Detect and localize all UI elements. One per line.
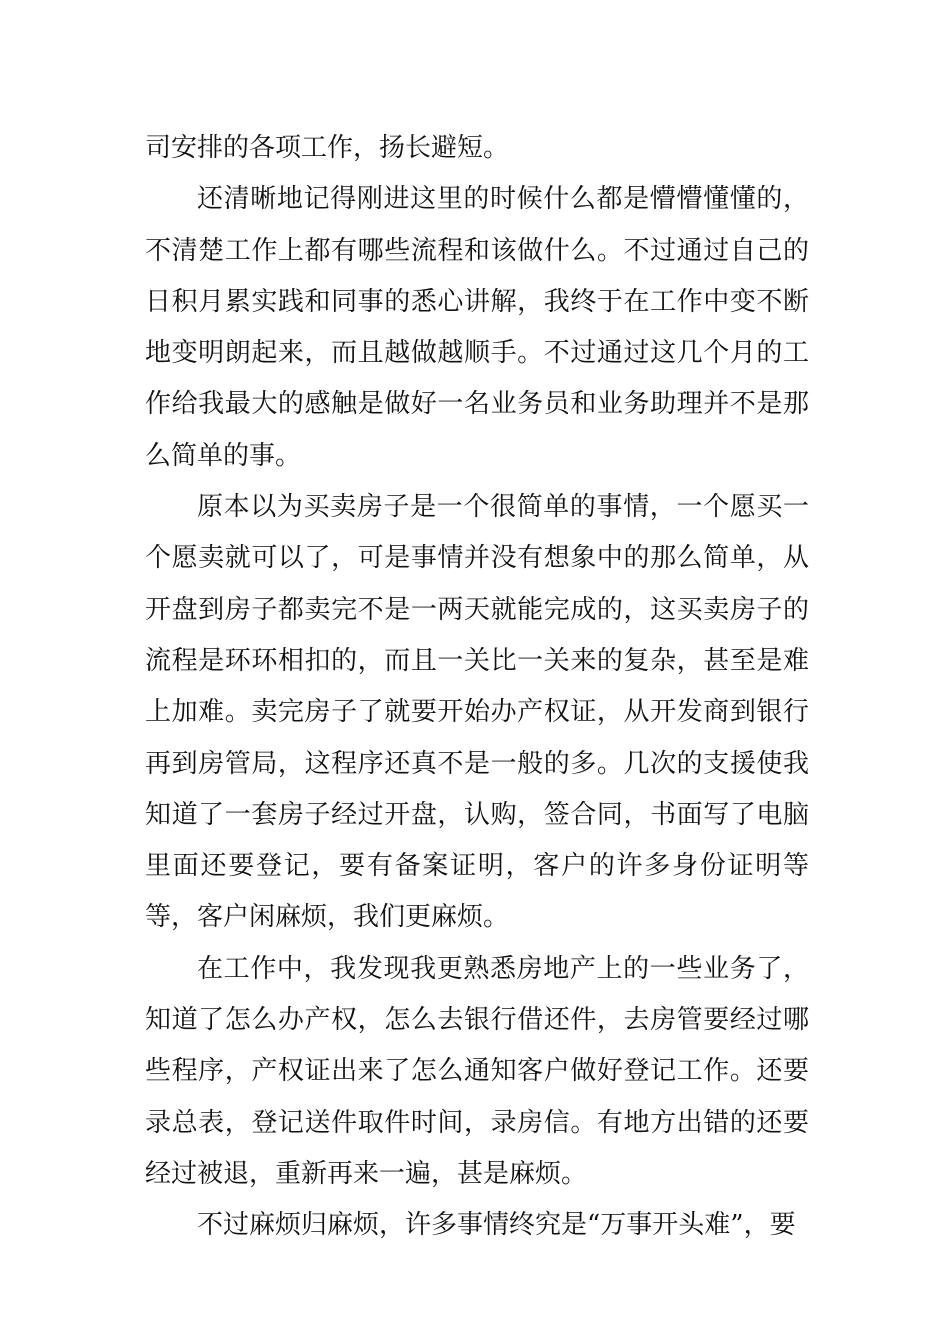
paragraph: 司安排的各项工作，扬长避短。 [145, 133, 510, 163]
paragraph: 在工作中，我发现我更熟悉房地产上的一些业务了，知道了怎么办产权，怎么去银行借还件，去房管要经过哪些程序，产权证出来了怎么通知客户做好登记工作。还要录总表，登记送件取件时间，录房信。有地方出错的还要经过被退，重新再来一遍，甚是麻烦。 [145, 953, 809, 1189]
paragraph: 不过麻烦归麻烦，许多事情终究是“万事开头难”，要 [197, 1210, 796, 1241]
paragraph: 原本以为买卖房子是一个很简单的事情，一个愿买一个愿卖就可以了，可是事情并没有想象中的那么简单，从开盘到房子都卖完不是一两天就能完成的，这买卖房子的流程是环环相扣的，而且一关比一关来的复杂，甚至是难上加难。卖完房子了就要开始办产权证，从开发商到银行再到房管局，这程序还真不是一般的多。几次的支援使我知道了一套房子经过开盘，认购，签合同，书面写了电脑里面还要登记，要有备案证明，客户的许多身份证明等等，客户闲麻烦，我们更麻烦。 [145, 492, 809, 933]
document-body [145, 123, 809, 1252]
paragraph: 还清晰地记得刚进这里的时候什么都是懵懵懂懂的，不清楚工作上都有哪些流程和该做什么。不过通过自己的日积月累实践和同事的悉心讲解，我终于在工作中变不断地变明朗起来，而且越做越顺手。不过通过这几个月的工作给我最大的感触是做好一名业务员和业务助理并不是那么简单的事。 [145, 184, 809, 471]
